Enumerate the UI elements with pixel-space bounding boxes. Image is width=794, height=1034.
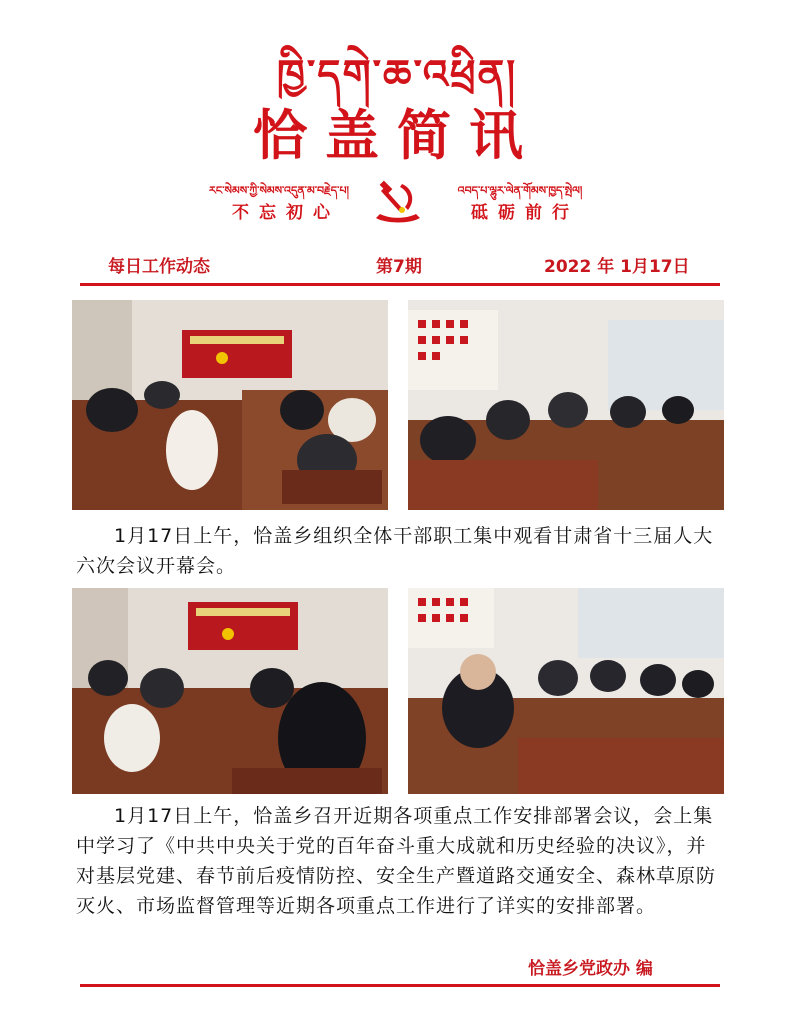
- section-label: 每日工作动态: [108, 257, 210, 277]
- meeting-photo-3: [72, 588, 388, 794]
- meeting-photo-2: [408, 300, 724, 510]
- party-emblem-icon: [372, 178, 424, 224]
- masthead-tibetan-title: ཁྱི་དགེ་ཆ་འཕྲིན།: [276, 51, 518, 98]
- meeting-photo-1: [72, 300, 388, 510]
- news-paragraph-1: 1月17日上午，恰盖乡组织全体干部职工集中观看甘肃省十三届人大六次会议开幕会。: [76, 525, 714, 577]
- issue-date: 2022 年 1月17日: [544, 257, 690, 277]
- footer-divider: [80, 984, 720, 987]
- header-divider: [80, 283, 720, 286]
- masthead-title: 恰盖简讯: [253, 104, 541, 167]
- editor-credit: 恰盖乡党政办 编: [528, 959, 653, 979]
- issue-number: 第7期: [376, 257, 422, 277]
- meeting-photo-4: [408, 588, 724, 794]
- news-paragraph-2: 1月17日上午，恰盖乡召开近期各项重点工作安排部署会议，会上集中学习了《中共中央关于党的百年奋斗重大成就和历史经验的决议》，并对基层党建、春节前后疫情防控、安全生产暨道路交通安全、森林草原防灭火、市场监督管理等近期各项重点工作进行了详实的安排部署。: [76, 805, 717, 917]
- slogan-right-tibetan: འབད་པ་ལྷུར་ལེན་གོམས་ཁྱད་སྤེལ།: [457, 184, 583, 197]
- slogan-left: 不忘初心: [232, 203, 340, 223]
- slogan-left-tibetan: རང་སེམས་ཀྱི་སེམས་འདུན་མ་བརྗེད་པ།: [209, 184, 349, 197]
- slogan-right: 砥砺前行: [471, 203, 579, 223]
